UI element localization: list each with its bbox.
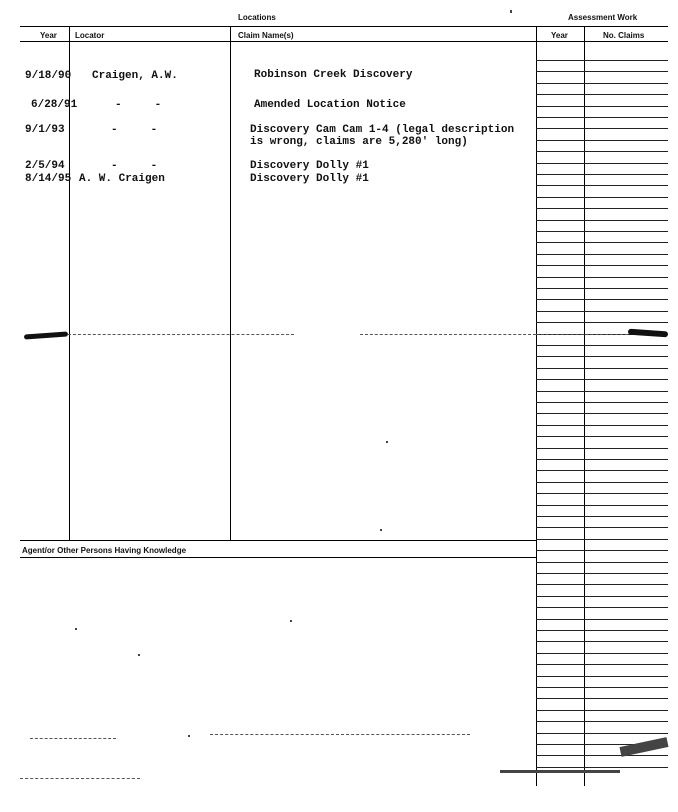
assessment-row-line xyxy=(536,185,668,186)
fold-line xyxy=(360,334,536,335)
entry-year: 9/18/90 xyxy=(25,70,72,82)
fold-line xyxy=(68,334,294,335)
assessment-row-line xyxy=(536,254,668,255)
assessment-row-line xyxy=(536,163,668,164)
assessment-row-line xyxy=(536,345,668,346)
entry-year: 2/5/94 xyxy=(25,160,65,172)
header-aw-claims: No. Claims xyxy=(603,31,645,40)
assessment-row-line xyxy=(536,755,668,756)
assessment-row-line xyxy=(536,356,668,357)
assessment-work-title: Assessment Work xyxy=(568,13,638,22)
entry-claim: Robinson Creek Discovery xyxy=(254,69,413,81)
assessment-row-line xyxy=(536,710,668,711)
scan-speck xyxy=(386,441,388,443)
fold-line xyxy=(536,334,628,335)
assessment-row-line xyxy=(536,436,668,437)
bottom-scan-smudge xyxy=(500,770,620,773)
assessment-row-line xyxy=(536,60,668,61)
entry-year: 9/1/93 xyxy=(25,124,65,136)
assessment-row-line xyxy=(536,527,668,528)
fold-smear-left xyxy=(24,331,68,339)
assessment-row-line xyxy=(536,630,668,631)
assessment-row-line xyxy=(536,197,668,198)
fold-smear-right xyxy=(628,329,668,338)
assessment-row-line xyxy=(536,425,668,426)
assessment-row-line xyxy=(536,573,668,574)
assessment-row-line xyxy=(536,493,668,494)
assessment-row-line xyxy=(536,516,668,517)
assessment-row-line xyxy=(536,562,668,563)
locations-title: Locations xyxy=(238,13,276,22)
assessment-row-line xyxy=(536,482,668,483)
locator-claim-divider xyxy=(230,26,231,540)
assessment-row-line xyxy=(536,550,668,551)
assessment-row-line xyxy=(536,83,668,84)
assessment-row-line xyxy=(536,676,668,677)
assessment-row-line xyxy=(536,299,668,300)
assessment-row-line xyxy=(536,379,668,380)
scan-speck xyxy=(138,654,140,656)
assessment-row-line xyxy=(536,607,668,608)
assessment-row-line xyxy=(536,117,668,118)
assessment-row-line xyxy=(536,71,668,72)
entry-year: 6/28/91 xyxy=(31,99,78,111)
assessment-row-line xyxy=(536,698,668,699)
assessment-row-line xyxy=(536,151,668,152)
scan-speck xyxy=(75,628,77,630)
agent-section-rule xyxy=(20,540,536,541)
assessment-row-line xyxy=(536,288,668,289)
assessment-row-line xyxy=(536,391,668,392)
assessment-row-line xyxy=(536,721,668,722)
scan-speck xyxy=(188,735,190,737)
assessment-row-line xyxy=(536,664,668,665)
header-year: Year xyxy=(40,31,57,40)
assessment-row-line xyxy=(536,596,668,597)
bottom-fold-line xyxy=(210,734,470,735)
assessment-row-line xyxy=(536,505,668,506)
entry-claim: Amended Location Notice xyxy=(254,99,406,111)
assessment-row-line xyxy=(536,584,668,585)
assessment-row-line xyxy=(536,687,668,688)
assessment-row-line xyxy=(536,653,668,654)
assessment-row-line xyxy=(536,641,668,642)
assessment-row-line xyxy=(536,402,668,403)
header-bottom-rule xyxy=(20,41,668,42)
assessment-row-line xyxy=(536,470,668,471)
assessment-row-line xyxy=(536,539,668,540)
assessment-row-line xyxy=(536,733,668,734)
entry-locator: Craigen, A.W. xyxy=(92,70,178,82)
scan-speck xyxy=(290,620,292,622)
scan-speck xyxy=(380,529,382,531)
entry-year: 8/14/95 xyxy=(25,173,72,185)
assessment-row-line xyxy=(536,459,668,460)
header-locator: Locator xyxy=(75,31,105,40)
agent-label-underline xyxy=(20,557,536,558)
entry-claim: Discovery Dolly #1 xyxy=(250,173,369,185)
assessment-row-line xyxy=(536,140,668,141)
assessment-row-line xyxy=(536,128,668,129)
assessment-row-line xyxy=(536,413,668,414)
entry-locator: - - xyxy=(111,160,158,172)
agent-label: Agent/or Other Persons Having Knowledge xyxy=(22,546,187,555)
bottom-scan-smudge xyxy=(619,737,668,757)
assessment-row-line xyxy=(536,277,668,278)
assessment-row-line xyxy=(536,448,668,449)
scan-speck xyxy=(510,10,512,13)
assessment-row-line xyxy=(536,231,668,232)
assessment-row-line xyxy=(536,322,668,323)
assessment-row-line xyxy=(536,265,668,266)
bottom-fold-line xyxy=(20,778,140,779)
entry-claim: Discovery Cam Cam 1-4 (legal description is wrong, claims are 5,280' long) xyxy=(250,124,515,148)
entry-locator: A. W. Craigen xyxy=(79,173,165,185)
assessment-row-line xyxy=(536,220,668,221)
entry-claim: Discovery Dolly #1 xyxy=(250,160,369,172)
header-claim-names: Claim Name(s) xyxy=(238,31,294,40)
assessment-row-line xyxy=(536,368,668,369)
assessment-row-line xyxy=(536,106,668,107)
assessment-row-line xyxy=(536,174,668,175)
assessment-row-line xyxy=(536,94,668,95)
entry-locator: - - xyxy=(115,99,162,111)
assessment-row-line xyxy=(536,208,668,209)
bottom-fold-line xyxy=(30,738,116,739)
entry-locator: - - xyxy=(111,124,158,136)
assessment-row-line xyxy=(536,242,668,243)
assessment-row-line xyxy=(536,767,668,768)
header-top-rule xyxy=(20,26,668,27)
assessment-row-line xyxy=(536,311,668,312)
header-aw-year: Year xyxy=(551,31,568,40)
assessment-row-line xyxy=(536,619,668,620)
